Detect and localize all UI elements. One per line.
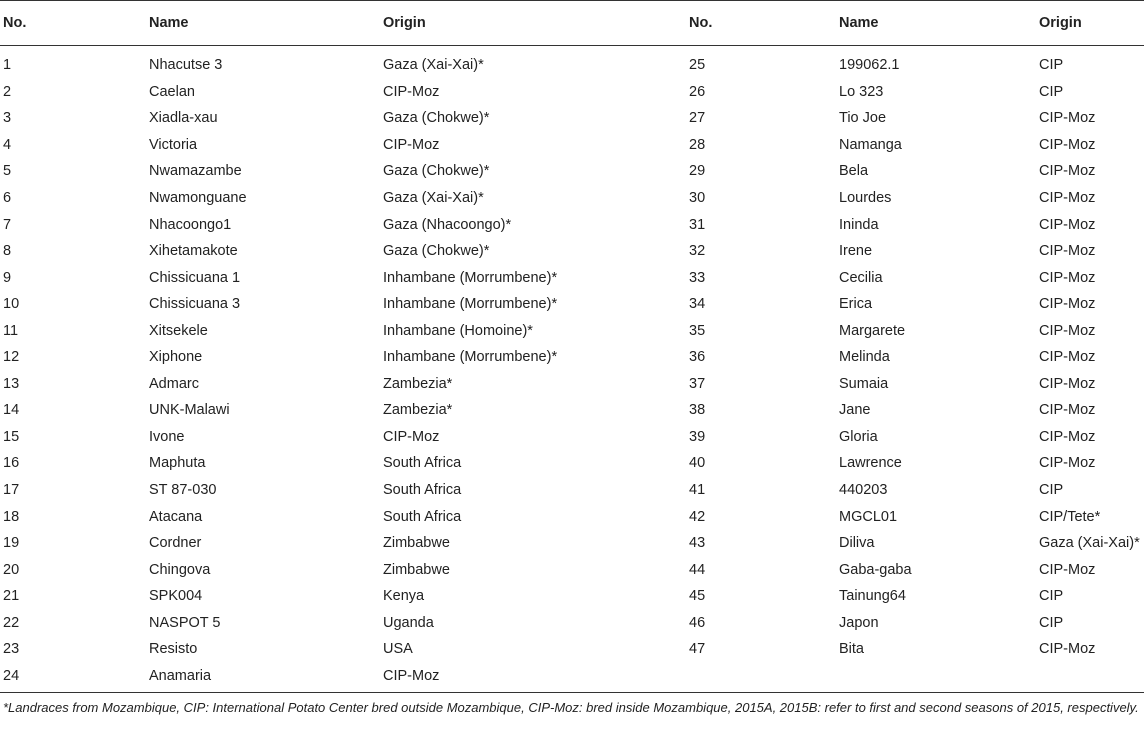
table-row bbox=[0, 105, 1144, 132]
cell-name-2: Bita bbox=[839, 641, 864, 658]
cell-origin-2: CIP bbox=[1039, 588, 1064, 605]
table-row bbox=[0, 663, 1144, 693]
cell-name: Xiadla-xau bbox=[149, 110, 218, 127]
col-header-origin: Origin bbox=[380, 1, 686, 46]
table-row bbox=[0, 46, 1144, 79]
cell-name-2: Ininda bbox=[839, 216, 879, 233]
cell-no: 5 bbox=[3, 163, 12, 180]
cell-no-2: 39 bbox=[689, 428, 706, 445]
cell-origin: South Africa bbox=[383, 482, 462, 499]
cell-origin: Zambezia* bbox=[383, 402, 453, 419]
cell-no-2: 25 bbox=[689, 57, 706, 74]
cell-name-2: Lawrence bbox=[839, 455, 902, 472]
table-row bbox=[0, 264, 1144, 291]
cell-origin-2: CIP-Moz bbox=[1039, 375, 1096, 392]
cell-origin-2: CIP-Moz bbox=[1039, 322, 1096, 339]
cell-no: 19 bbox=[3, 535, 20, 552]
table-body bbox=[0, 46, 1144, 693]
cell-no-2: 37 bbox=[689, 375, 706, 392]
cell-name: Maphuta bbox=[149, 455, 206, 472]
table-row bbox=[0, 424, 1144, 451]
table-row bbox=[0, 397, 1144, 424]
cell-origin-2: CIP-Moz bbox=[1039, 269, 1096, 286]
cell-no: 22 bbox=[3, 614, 20, 631]
cell-origin-2: CIP-Moz bbox=[1039, 349, 1096, 366]
cell-no: 17 bbox=[3, 482, 20, 499]
cell-no: 6 bbox=[3, 190, 12, 206]
cell-no: 24 bbox=[3, 667, 20, 684]
cell-name: SPK004 bbox=[149, 588, 203, 605]
cell-name: Chissicuana 3 bbox=[149, 296, 241, 313]
cell-no: 2 bbox=[3, 83, 12, 100]
table-row bbox=[0, 450, 1144, 477]
cell-name: Nwamonguane bbox=[149, 190, 247, 206]
cell-name: UNK-Malawi bbox=[149, 402, 230, 419]
cell-name: Xitsekele bbox=[149, 322, 208, 339]
cell-name-2: Irene bbox=[839, 243, 873, 260]
cell-no-2: 30 bbox=[689, 190, 706, 206]
cell-no-2: 40 bbox=[689, 455, 706, 472]
cell-no: 20 bbox=[3, 561, 20, 578]
cell-no: 15 bbox=[3, 428, 20, 445]
cell-name-2: Namanga bbox=[839, 136, 902, 153]
cell-name: Ivone bbox=[149, 428, 185, 445]
cell-no: 3 bbox=[3, 110, 12, 127]
cell-no: 10 bbox=[3, 296, 20, 313]
cell-origin: Zimbabwe bbox=[383, 561, 450, 578]
cell-no: 9 bbox=[3, 269, 12, 286]
cell-origin-2: CIP-Moz bbox=[1039, 428, 1096, 445]
cell-origin-2: CIP bbox=[1039, 482, 1064, 499]
cell-origin-2: CIP-Moz bbox=[1039, 296, 1096, 313]
cell-name-2: 440203 bbox=[839, 482, 888, 499]
cell-name: Atacana bbox=[149, 508, 203, 525]
table-row bbox=[0, 583, 1144, 610]
table-row bbox=[0, 317, 1144, 344]
cell-origin: CIP-Moz bbox=[383, 667, 440, 684]
table-row bbox=[0, 185, 1144, 212]
cell-origin-2: CIP-Moz bbox=[1039, 110, 1096, 127]
cell-origin: Gaza (Xai-Xai)* bbox=[383, 57, 484, 74]
table-row bbox=[0, 371, 1144, 398]
table-row bbox=[0, 477, 1144, 504]
cell-origin: Kenya bbox=[383, 588, 425, 605]
cell-origin: CIP-Moz bbox=[383, 83, 440, 100]
cell-origin-2 bbox=[1036, 663, 1144, 693]
cell-no-2: 26 bbox=[689, 83, 706, 100]
cell-no-2: 44 bbox=[689, 561, 706, 578]
cell-name-2: Melinda bbox=[839, 349, 890, 366]
cell-name-2: Erica bbox=[839, 296, 873, 313]
cell-origin: Inhambane (Morrumbene)* bbox=[383, 349, 558, 366]
cell-name: Nhacoongo1 bbox=[149, 216, 232, 233]
cell-origin: Zambezia* bbox=[383, 375, 453, 392]
cell-no: 8 bbox=[3, 243, 12, 260]
cell-no-2: 33 bbox=[689, 269, 706, 286]
cell-origin: Gaza (Nhacoongo)* bbox=[383, 216, 512, 233]
cell-origin: CIP-Moz bbox=[383, 136, 440, 153]
cell-origin: Inhambane (Morrumbene)* bbox=[383, 296, 558, 313]
cell-no-2: 29 bbox=[689, 163, 706, 180]
cell-name: Caelan bbox=[149, 83, 195, 100]
cell-origin: South Africa bbox=[383, 508, 462, 525]
cell-no: 23 bbox=[3, 641, 20, 658]
cell-name-2: Japon bbox=[839, 614, 879, 631]
cell-name: Resisto bbox=[149, 641, 198, 658]
table-row bbox=[0, 291, 1144, 318]
cell-origin-2: CIP-Moz bbox=[1039, 561, 1096, 578]
cell-origin: CIP-Moz bbox=[383, 428, 440, 445]
cell-no-2: 35 bbox=[689, 322, 706, 339]
cell-name-2: Gloria bbox=[839, 428, 878, 445]
cell-name: Chingova bbox=[149, 561, 211, 578]
cell-origin-2: CIP-Moz bbox=[1039, 163, 1096, 180]
cell-no: 16 bbox=[3, 455, 20, 472]
cell-origin-2: CIP bbox=[1039, 57, 1064, 74]
cell-no: 4 bbox=[3, 136, 12, 153]
table-row bbox=[0, 79, 1144, 106]
cell-origin: Inhambane (Homoine)* bbox=[383, 322, 533, 339]
table-row bbox=[0, 344, 1144, 371]
cell-no-2: 42 bbox=[689, 508, 706, 525]
cell-name: Chissicuana 1 bbox=[149, 269, 241, 286]
cell-no: 11 bbox=[3, 322, 19, 339]
cell-no-2: 46 bbox=[689, 614, 706, 631]
cell-origin-2: CIP bbox=[1039, 83, 1064, 100]
cell-name: Nhacutse 3 bbox=[149, 57, 223, 74]
table-row bbox=[0, 530, 1144, 557]
table-row bbox=[0, 132, 1144, 159]
table-row bbox=[0, 238, 1144, 265]
cell-origin: South Africa bbox=[383, 455, 462, 472]
table-row bbox=[0, 609, 1144, 636]
cell-no: 7 bbox=[3, 216, 12, 233]
cell-no-2: 34 bbox=[689, 296, 706, 313]
cell-no-2: 43 bbox=[689, 535, 706, 552]
cell-name-2: Cecilia bbox=[839, 269, 883, 286]
cell-no: 21 bbox=[3, 588, 20, 605]
col-header-origin-2: Origin bbox=[1036, 1, 1144, 46]
cell-no-2: 31 bbox=[689, 216, 706, 233]
cell-origin-2: CIP-Moz bbox=[1039, 190, 1096, 206]
cell-no-2: 32 bbox=[689, 243, 706, 260]
cell-name: NASPOT 5 bbox=[149, 614, 221, 631]
cell-no-2: 28 bbox=[689, 136, 706, 153]
cell-origin: Gaza (Chokwe)* bbox=[383, 110, 490, 127]
table-row bbox=[0, 503, 1144, 530]
cell-origin-2: CIP bbox=[1039, 614, 1064, 631]
cell-origin: Gaza (Chokwe)* bbox=[383, 243, 490, 260]
cell-origin: Gaza (Chokwe)* bbox=[383, 163, 490, 180]
cell-no-2: 38 bbox=[689, 402, 706, 419]
cell-no: 12 bbox=[3, 349, 20, 366]
table-row bbox=[0, 556, 1144, 583]
cell-no-2: 47 bbox=[689, 641, 706, 658]
cell-no-2 bbox=[686, 663, 836, 693]
table-footnote: *Landraces from Mozambique, CIP: International Potato Center bred outside Mozambique, CIP-Moz: bred inside Mozambique, 2015A, 2015B: refer to first and second seasons of 2015, respectively. bbox=[3, 700, 1139, 715]
cell-name: Xiphone bbox=[149, 349, 203, 366]
cell-name: ST 87-030 bbox=[149, 482, 217, 499]
col-header-name: Name bbox=[146, 1, 380, 46]
cell-origin: Uganda bbox=[383, 614, 434, 631]
cell-no: 18 bbox=[3, 508, 20, 525]
cell-name-2: 199062.1 bbox=[839, 57, 900, 74]
header-row bbox=[0, 1, 1144, 46]
cell-name-2: Lourdes bbox=[839, 190, 892, 206]
cell-name-2: Jane bbox=[839, 402, 871, 419]
cell-origin-2: Gaza (Xai-Xai)* bbox=[1039, 535, 1140, 552]
cell-origin-2: CIP-Moz bbox=[1039, 243, 1096, 260]
cell-name-2: Bela bbox=[839, 163, 869, 180]
cell-name: Admarc bbox=[149, 375, 199, 392]
cell-no: 1 bbox=[3, 57, 12, 74]
cell-name-2: Tainung64 bbox=[839, 588, 906, 605]
cell-origin-2: CIP-Moz bbox=[1039, 455, 1096, 472]
cell-no: 14 bbox=[3, 402, 20, 419]
cell-name-2: Gaba-gaba bbox=[839, 561, 912, 578]
cell-name-2: Lo 323 bbox=[839, 83, 884, 100]
cell-name: Victoria bbox=[149, 136, 198, 153]
cell-no-2: 41 bbox=[689, 482, 706, 499]
cell-no-2: 45 bbox=[689, 588, 706, 605]
cell-origin-2: CIP-Moz bbox=[1039, 641, 1096, 658]
cell-no-2: 27 bbox=[689, 110, 706, 127]
bottom-rule bbox=[0, 692, 1144, 693]
cell-no-2: 36 bbox=[689, 349, 706, 366]
cell-name: Xihetamakote bbox=[149, 243, 238, 260]
cell-name: Anamaria bbox=[149, 667, 212, 684]
col-header-no: No. bbox=[0, 1, 146, 46]
cell-name-2: Tio Joe bbox=[839, 110, 887, 127]
cell-name-2: Margarete bbox=[839, 322, 906, 339]
cell-name-2: Sumaia bbox=[839, 375, 889, 392]
cell-origin: Zimbabwe bbox=[383, 535, 450, 552]
table-row bbox=[0, 158, 1144, 185]
cell-origin-2: CIP-Moz bbox=[1039, 402, 1096, 419]
cell-origin: Gaza (Xai-Xai)* bbox=[383, 190, 484, 206]
table-row bbox=[0, 211, 1144, 238]
cell-origin-2: CIP-Moz bbox=[1039, 136, 1096, 153]
cell-name-2 bbox=[836, 663, 1036, 693]
cell-name: Cordner bbox=[149, 535, 202, 552]
col-header-name-2: Name bbox=[836, 1, 1036, 46]
cell-origin-2: CIP-Moz bbox=[1039, 216, 1096, 233]
cell-name: Nwamazambe bbox=[149, 163, 242, 180]
cell-origin-2: CIP/Tete* bbox=[1039, 508, 1101, 525]
cell-origin: Inhambane (Morrumbene)* bbox=[383, 269, 558, 286]
table-row bbox=[0, 636, 1144, 663]
cell-name-2: MGCL01 bbox=[839, 508, 898, 525]
cell-no: 13 bbox=[3, 375, 20, 392]
cell-name-2: Diliva bbox=[839, 535, 875, 552]
cell-origin: USA bbox=[383, 641, 413, 658]
col-header-no-2: No. bbox=[686, 1, 836, 46]
